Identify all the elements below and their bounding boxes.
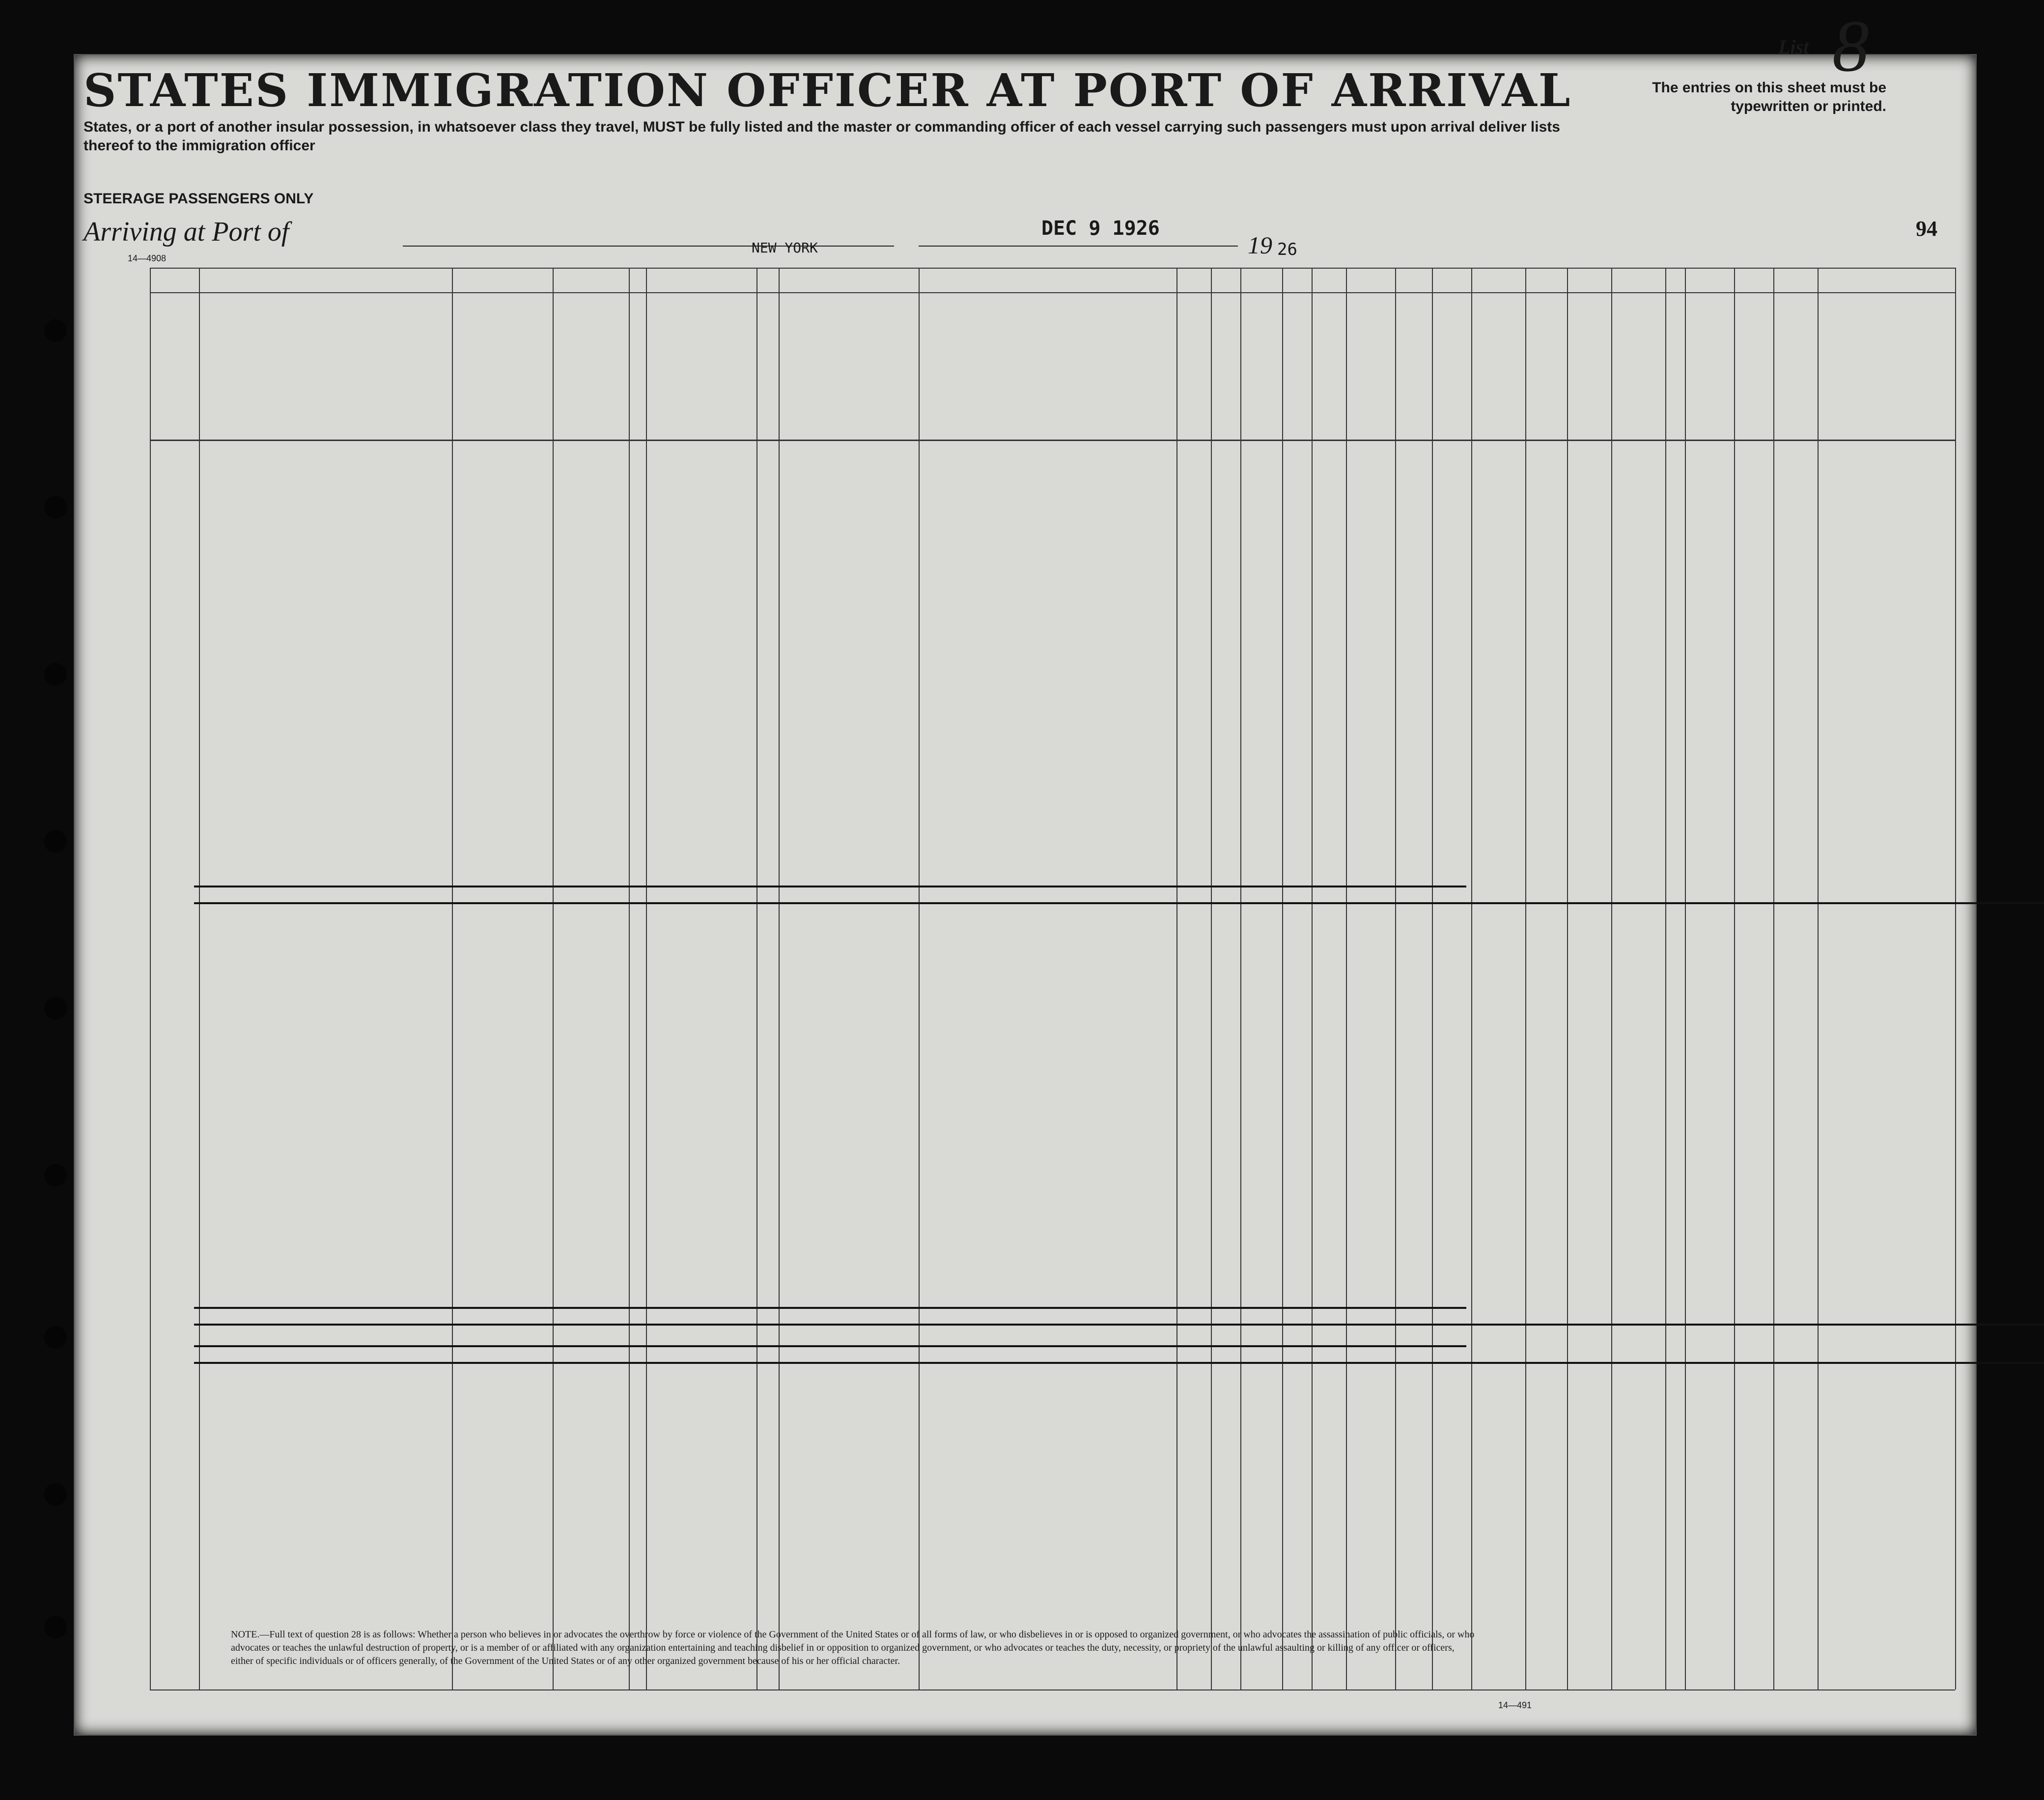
strikethrough <box>194 1307 1466 1309</box>
year-prefix: 19 <box>1248 231 1272 259</box>
column-rule <box>1734 268 1735 1689</box>
column-rule <box>1395 268 1396 1689</box>
column-rule <box>1665 268 1666 1689</box>
column-rule <box>646 268 647 1689</box>
column-rule <box>1685 268 1686 1689</box>
list-label: List <box>1778 36 1809 58</box>
column-header <box>1527 297 1565 435</box>
column-header <box>1348 297 1393 435</box>
column-subheader <box>1280 314 1310 432</box>
column-rule <box>1240 268 1241 1689</box>
table-top-rule <box>150 268 1955 269</box>
column-header <box>758 297 777 435</box>
column-header <box>1613 297 1663 435</box>
strikethrough <box>194 902 2044 904</box>
strikethrough <box>194 1362 2044 1364</box>
column-rule <box>1611 268 1612 1689</box>
column-rule <box>629 268 630 1689</box>
column-header <box>1314 297 1344 435</box>
header-bottom-rule <box>150 440 1955 441</box>
list-number: 8 <box>1832 5 1869 87</box>
column-rule <box>1282 268 1283 1689</box>
arrival-date: DEC 9 1926 <box>1041 217 1160 240</box>
column-header <box>1736 297 1771 435</box>
column-rule <box>1773 268 1774 1689</box>
column-rule <box>1432 268 1433 1689</box>
port-value: NEW YORK <box>752 240 818 256</box>
column-header <box>1178 297 1209 435</box>
column-rule <box>1525 268 1526 1689</box>
page-title: STATES IMMIGRATION OFFICER AT PORT OF ARRIVAL <box>84 64 1572 117</box>
column-subheader <box>1702 314 1732 432</box>
strikethrough <box>194 1345 1466 1347</box>
column-rule <box>553 268 554 1689</box>
arriving-label: Arriving at Port of <box>84 217 289 247</box>
column-header <box>1473 297 1523 435</box>
column-rule <box>779 268 780 1689</box>
typewritten-note: The entries on this sheet must be typewritten or printed. <box>1652 80 1886 114</box>
strikethrough <box>194 886 1466 887</box>
column-number-rule <box>150 292 1955 293</box>
form-number: 14—4908 <box>128 253 167 263</box>
column-rule <box>1211 268 1212 1689</box>
column-subheader <box>1667 314 1698 432</box>
column-rule <box>1818 268 1819 1689</box>
column-rule <box>1567 268 1568 1689</box>
column-rule <box>1955 268 1956 1689</box>
form-number-bottom: 14—491 <box>1498 1700 1532 1710</box>
column-rule <box>1346 268 1347 1689</box>
column-subheader <box>1246 314 1276 432</box>
column-header <box>631 297 644 435</box>
column-header <box>1569 297 1609 435</box>
column-rule <box>919 268 920 1689</box>
column-rule <box>150 268 151 1689</box>
page-number: 94 <box>1916 217 1937 241</box>
column-header <box>1397 297 1430 435</box>
column-rule <box>1471 268 1472 1689</box>
column-rule <box>199 268 200 1689</box>
column-rule <box>1312 268 1313 1689</box>
footnote: NOTE.—Full text of question 28 is as follows: Whether a person who believes in or advocates the overthrow by force or violence of the Government of the United States or of all forms of law, or who disbelieves in or is opposed to organized government, or who advocates the assassination of public officials, or who advocates or teaches the unlawful destruction of property, or is a member of or affiliated with any organization entertaining and teaching disbelief in or opposition to organized government, or who advocates or teaches the duty, necessity, or propriety of the unlawful assaulting or killing of any officer or officers, either of specific individuals or of officers generally, of the Government of the United States or of any other organized government because of his or her official character. <box>231 1629 1475 1666</box>
column-header <box>152 297 197 435</box>
steerage-label: STEERAGE PASSENGERS ONLY <box>84 191 314 207</box>
header-subtitle: States, or a port of another insular possession, in whatsoever class they travel, MUST be fully listed and the master or commanding officer of each vessel carrying such passengers must upon arrival deliver lists thereof to the immigration officer <box>84 119 1560 154</box>
table-bottom-rule <box>150 1689 1955 1690</box>
column-subheader <box>1213 314 1242 432</box>
column-rule <box>452 268 453 1689</box>
column-rule <box>756 268 757 1689</box>
column-header <box>1434 297 1469 435</box>
year-value: 26 <box>1277 240 1297 259</box>
strikethrough <box>194 1324 2044 1326</box>
column-rule <box>1176 268 1177 1689</box>
